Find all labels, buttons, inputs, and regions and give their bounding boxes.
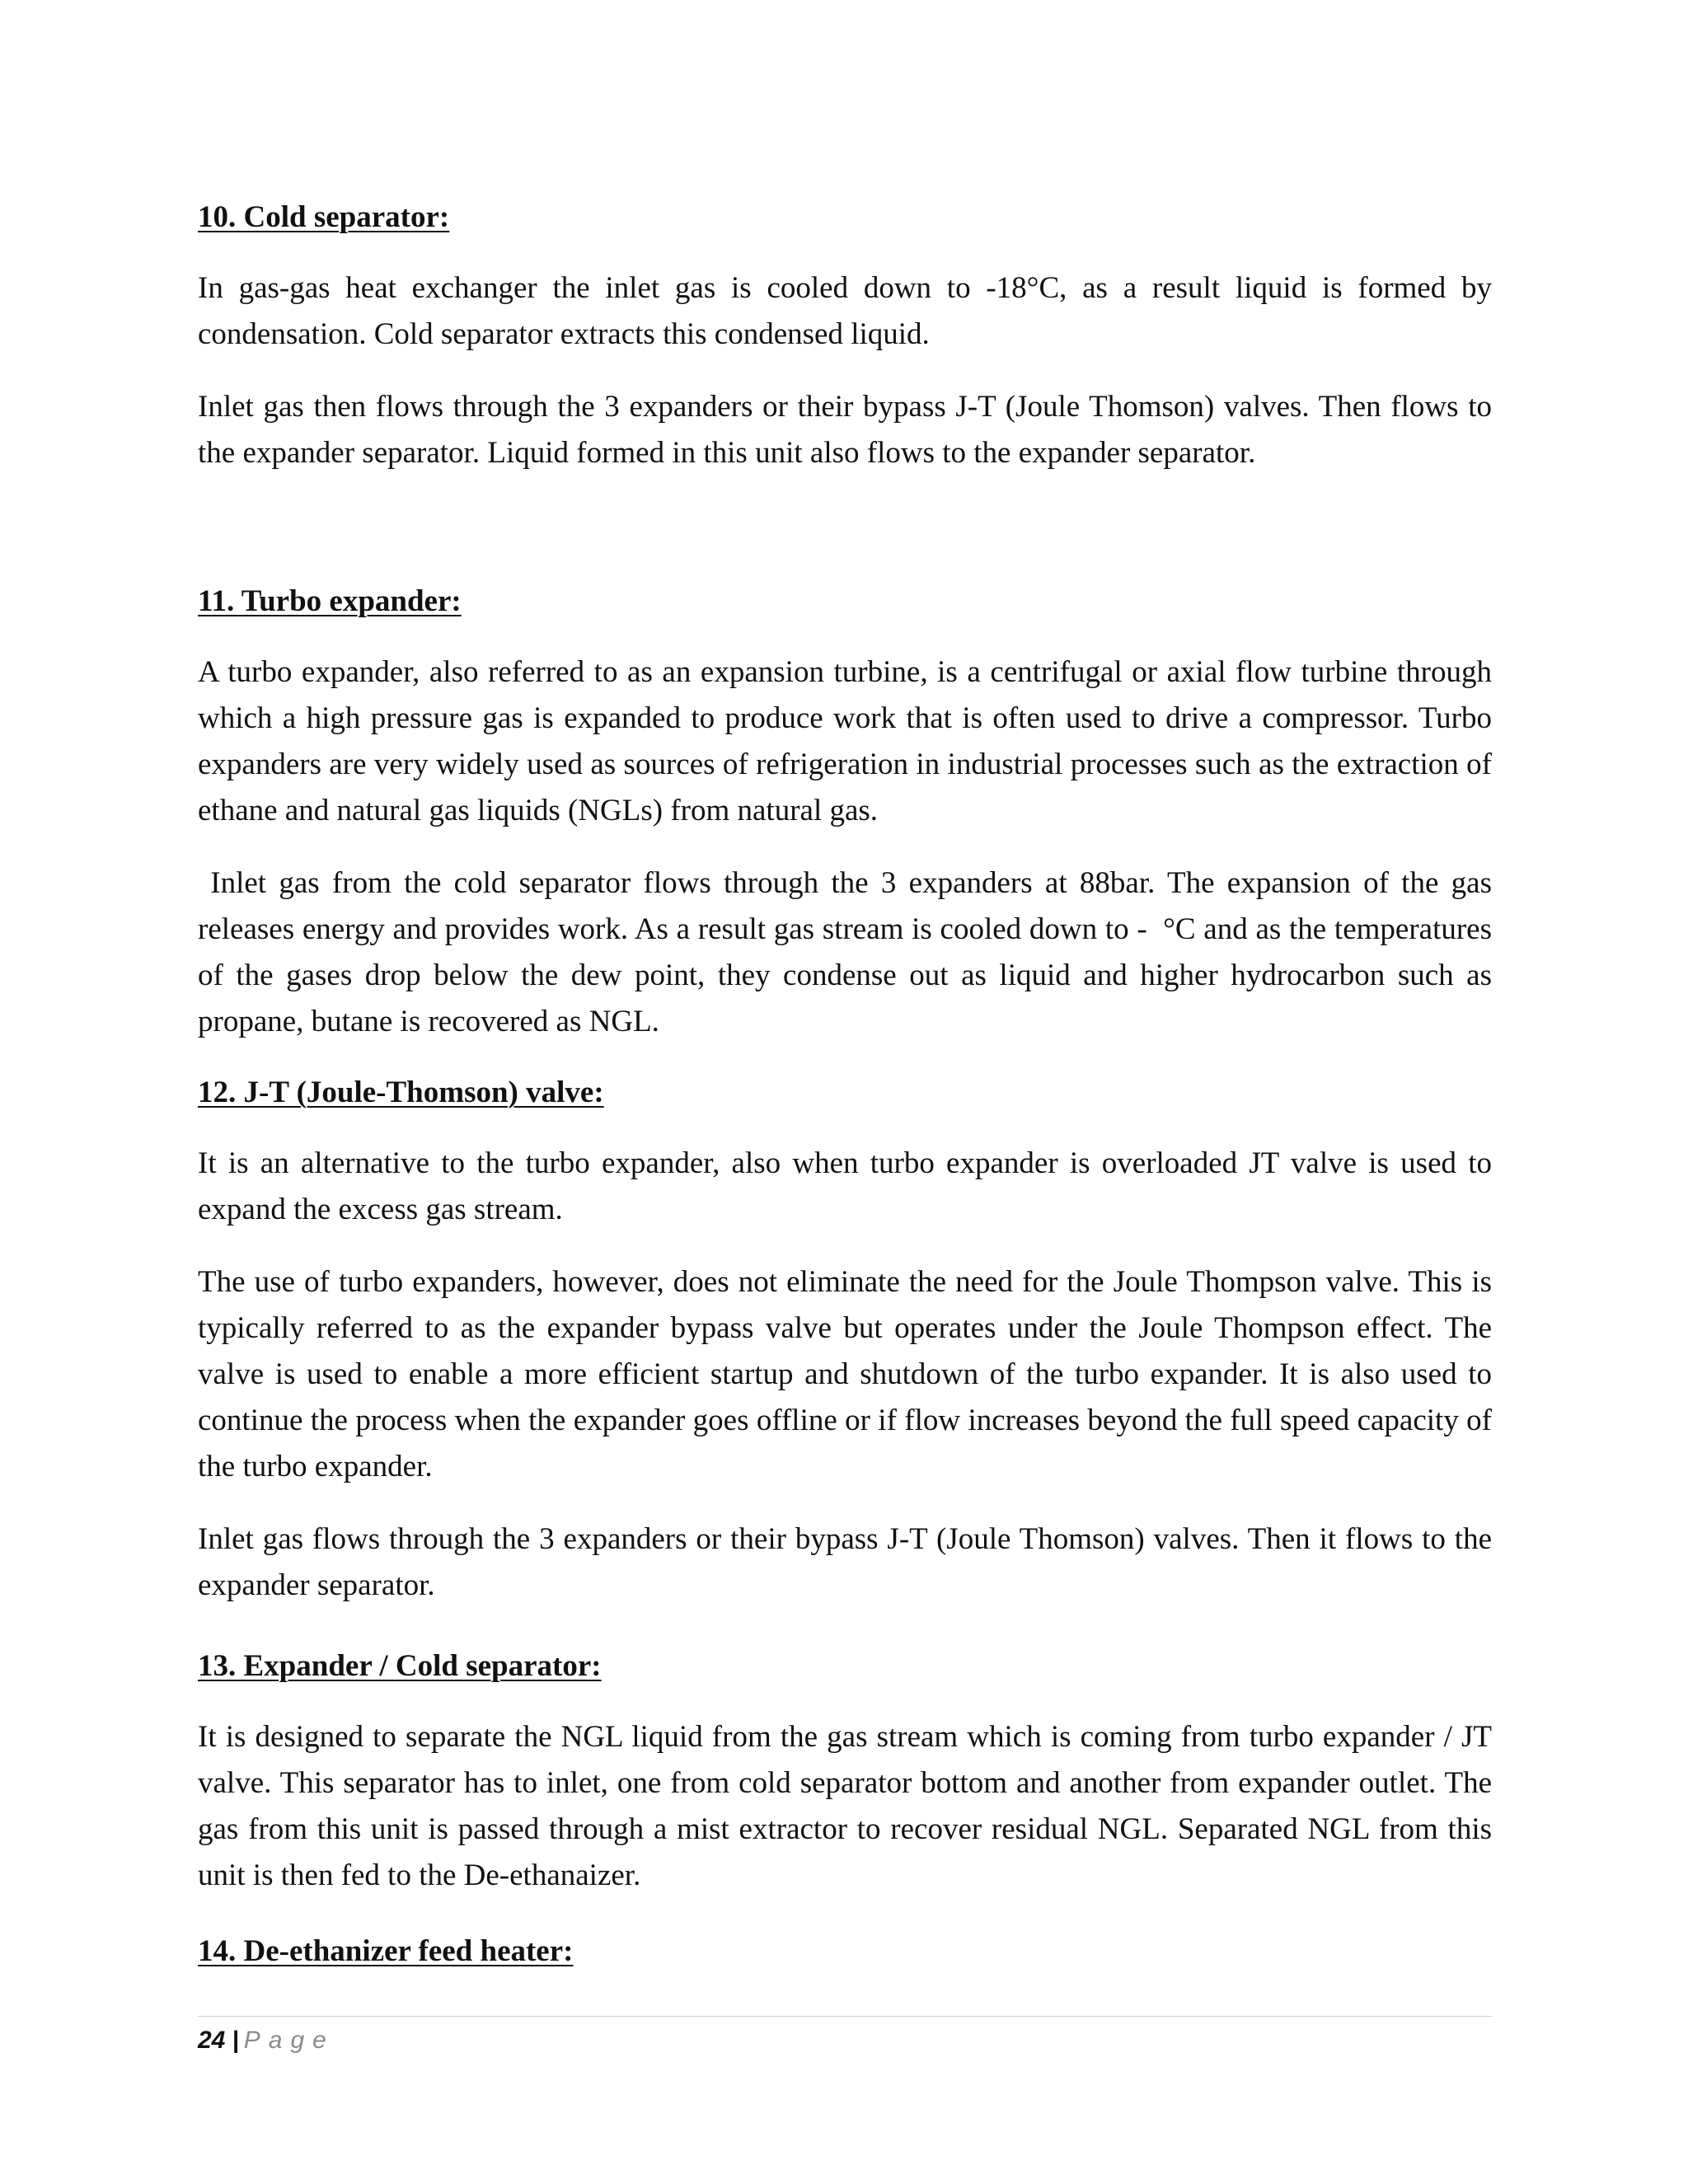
section-turbo-expander xyxy=(198,579,1500,1045)
paragraph: It is designed to separate the NGL liquid from the gas stream which is coming from turbo expander / JT valve. This separator has to inlet, one from cold separator bottom and another from expander outlet. The gas from this unit is passed through a mist extractor to recover residual NGL. Separated NGL from this unit is then fed to the De-ethanaizer. xyxy=(198,1720,1492,1892)
section-heading: 14. De-ethanizer feed heater: xyxy=(198,1934,574,1968)
paragraph: It is an alternative to the turbo expander, also when turbo expander is overloaded JT valve is used to expand the excess gas stream. xyxy=(198,1146,1492,1226)
paragraph: In gas-gas heat exchanger the inlet gas is cooled down to -18°C, as a result liquid is formed by condensation. Cold separator extracts this condensed liquid. xyxy=(198,271,1492,351)
paragraph: Inlet gas then flows through the 3 expanders or their bypass J-T (Joule Thomson) valves. Then flows to the expander separator. Liquid formed in this unit also flows to the expander separator. xyxy=(198,390,1492,470)
page-footer xyxy=(198,2024,335,2057)
paragraph: The use of turbo expanders, however, does not eliminate the need for the Joule Thompson valve. This is typically referred to as the expander bypass valve but operates under the Joule Thompson effect. The valve is used to enable a more efficient startup and shutdown of the turbo expander. It is also used to continue the process when the expander goes offline or if flow increases beyond the full speed capacity of the turbo expander. xyxy=(198,1265,1492,1483)
section-heading: 12. J-T (Joule-Thomson) valve: xyxy=(198,1076,604,1109)
paragraph: Inlet gas flows through the 3 expanders or their bypass J-T (Joule Thomson) valves. Then it flows to the expander separator. xyxy=(198,1522,1492,1602)
section-heading: 10. Cold separator: xyxy=(198,200,450,234)
section-jt-valve xyxy=(198,1070,1492,1609)
section-heading: 11. Turbo expander: xyxy=(198,584,462,618)
section-heading: 13. Expander / Cold separator: xyxy=(198,1649,602,1683)
page-label: Page xyxy=(243,2027,335,2054)
footer-separator: | xyxy=(232,2027,239,2054)
paragraph: Inlet gas from the cold separator flows through the 3 expanders at 88bar. The expansion of the gas releases energy and provides work. As a result gas stream is cooled down to - °C and as the temperatures of the gases drop below the dew point, they condense out as liquid and higher hydrocarbon such as propane, butane is recovered as NGL. xyxy=(198,866,1500,1038)
section-cold-separator xyxy=(198,194,1492,476)
paragraph: A turbo expander, also referred to as an expansion turbine, is a centrifugal or axial flow turbine through which a high pressure gas is expanded to produce work that is often used to drive a compressor. Turbo expanders are very widely used as sources of refrigeration in industrial processes such as the extraction of ethane and natural gas liquids (NGLs) from natural gas. xyxy=(198,655,1492,827)
section-expander-cold-separator xyxy=(198,1643,1492,1899)
footer-divider xyxy=(198,2016,1492,2017)
section-deethanizer-feed-heater xyxy=(198,1929,1492,1975)
page-number: 24 xyxy=(198,2027,226,2054)
